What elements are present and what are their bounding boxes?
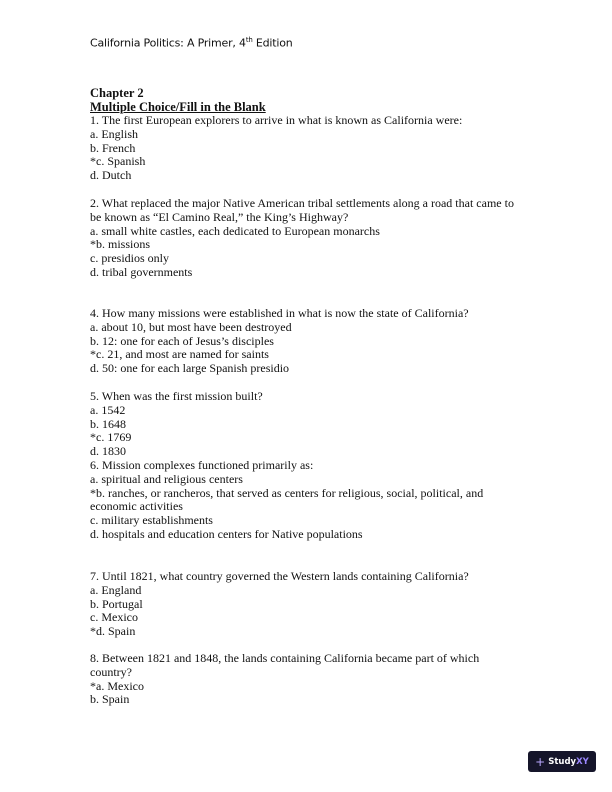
- answer-option: a. English: [90, 126, 138, 141]
- question-text: 5. When was the first mission built?: [90, 389, 263, 403]
- question: [90, 197, 514, 280]
- answer-option: c. Mexico: [90, 610, 138, 625]
- answer-option: b. 12: one for each of Jesus’s disciples: [90, 333, 274, 348]
- answer-option: a. small white castles, each dedicated to European monarchs: [90, 223, 380, 238]
- answer-option: a. 1542: [90, 402, 126, 417]
- question: [90, 307, 469, 376]
- document-header: [90, 36, 293, 50]
- answer-option: d. hospitals and education centers for Native populations: [90, 526, 363, 541]
- logo-study: Study: [548, 756, 577, 767]
- answer-option: *b. missions: [90, 237, 151, 252]
- question-text: 2. What replaced the major Native American tribal settlements along a road that came to: [90, 196, 514, 210]
- answer-option: d. Dutch: [90, 168, 132, 183]
- answer-option: c. presidios only: [90, 251, 169, 266]
- answer-option: d. tribal governments: [90, 264, 193, 279]
- plus-icon: +: [535, 754, 546, 769]
- question-text: 4. How many missions were established in what is now the state of California?: [90, 306, 469, 320]
- question: [90, 652, 479, 707]
- header-superscript: th: [245, 36, 253, 44]
- answer-option: b. French: [90, 140, 136, 155]
- answer-option: economic activities: [90, 499, 183, 514]
- answer-option: a. spiritual and religious centers: [90, 471, 243, 486]
- answer-option: *a. Mexico: [90, 678, 144, 693]
- answer-option: b. 1648: [90, 416, 126, 431]
- logo-xy: XY: [576, 756, 589, 767]
- answer-option: b. Portugal: [90, 596, 143, 611]
- studyxy-logo[interactable]: [528, 751, 596, 772]
- question: [90, 459, 483, 542]
- question-text: 8. Between 1821 and 1848, the lands containing California became part of which: [90, 651, 480, 665]
- answer-option: c. military establishments: [90, 513, 213, 528]
- header-title-end: Edition: [252, 36, 293, 50]
- question-text: country?: [90, 664, 132, 679]
- chapter-heading: Chapter 2: [90, 86, 144, 100]
- question: [90, 570, 469, 639]
- question-text: be known as “El Camino Real,” the King’s Highway?: [90, 209, 349, 224]
- answer-option: *c. Spanish: [90, 154, 146, 169]
- question: [90, 390, 263, 459]
- answer-option: a. England: [90, 582, 142, 597]
- question-text: 1. The first European explorers to arrive in what is known as California were:: [90, 113, 463, 127]
- answer-option: *b. ranches, or rancheros, that served as centers for religious, social, political, and: [90, 485, 484, 500]
- header-title: California Politics: A Primer, 4: [90, 36, 246, 50]
- question-text: 7. Until 1821, what country governed the Western lands containing California?: [90, 569, 469, 583]
- question: [90, 114, 462, 183]
- answer-option: b. Spain: [90, 692, 130, 707]
- section-heading: Multiple Choice/Fill in the Blank: [90, 100, 266, 114]
- answer-option: *c. 1769: [90, 430, 132, 445]
- question-text: 6. Mission complexes functioned primarily as:: [90, 458, 314, 472]
- answer-option: d. 1830: [90, 444, 126, 459]
- answer-option: *c. 21, and most are named for saints: [90, 347, 269, 362]
- answer-option: *d. Spain: [90, 624, 136, 639]
- answer-option: d. 50: one for each large Spanish presidio: [90, 361, 290, 376]
- answer-option: a. about 10, but most have been destroyed: [90, 319, 292, 334]
